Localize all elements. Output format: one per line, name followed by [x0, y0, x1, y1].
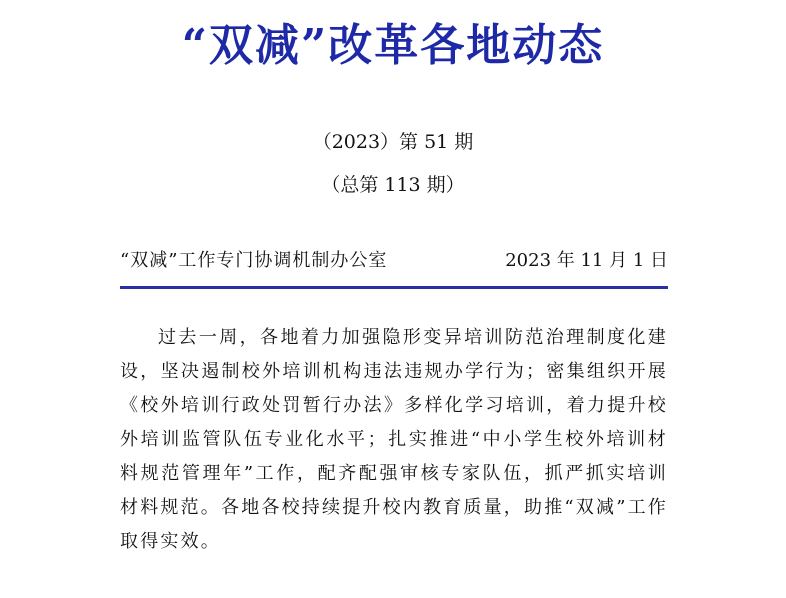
body-paragraph: 过去一周，各地着力加强隐形变异培训防范治理制度化建设，坚决遏制校外培训机构违法违规办学行为；密集组织开展《校外培训行政处罚暂行办法》多样化学习培训，着力提升校外培训监管队伍专业化水平；扎实推进“中小学生校外培训材料规范管理年”工作，配齐配强审核专家队伍，抓严抓实培训材料规范。各地各校持续提升校内教育质量，助推“双减”工作取得实效。 [120, 327, 669, 552]
document-title: “双减”改革各地动态 [181, 20, 605, 71]
issue-date: 2023 年 11 月 1 日 [505, 250, 668, 271]
issuer-row [120, 246, 668, 276]
header-divider [120, 286, 668, 289]
issuing-office: “双减”工作专门协调机制办公室 [120, 250, 388, 271]
total-issue-number: （总第 113 期） [321, 174, 465, 196]
issue-number: （2023）第 51 期 [312, 131, 474, 153]
